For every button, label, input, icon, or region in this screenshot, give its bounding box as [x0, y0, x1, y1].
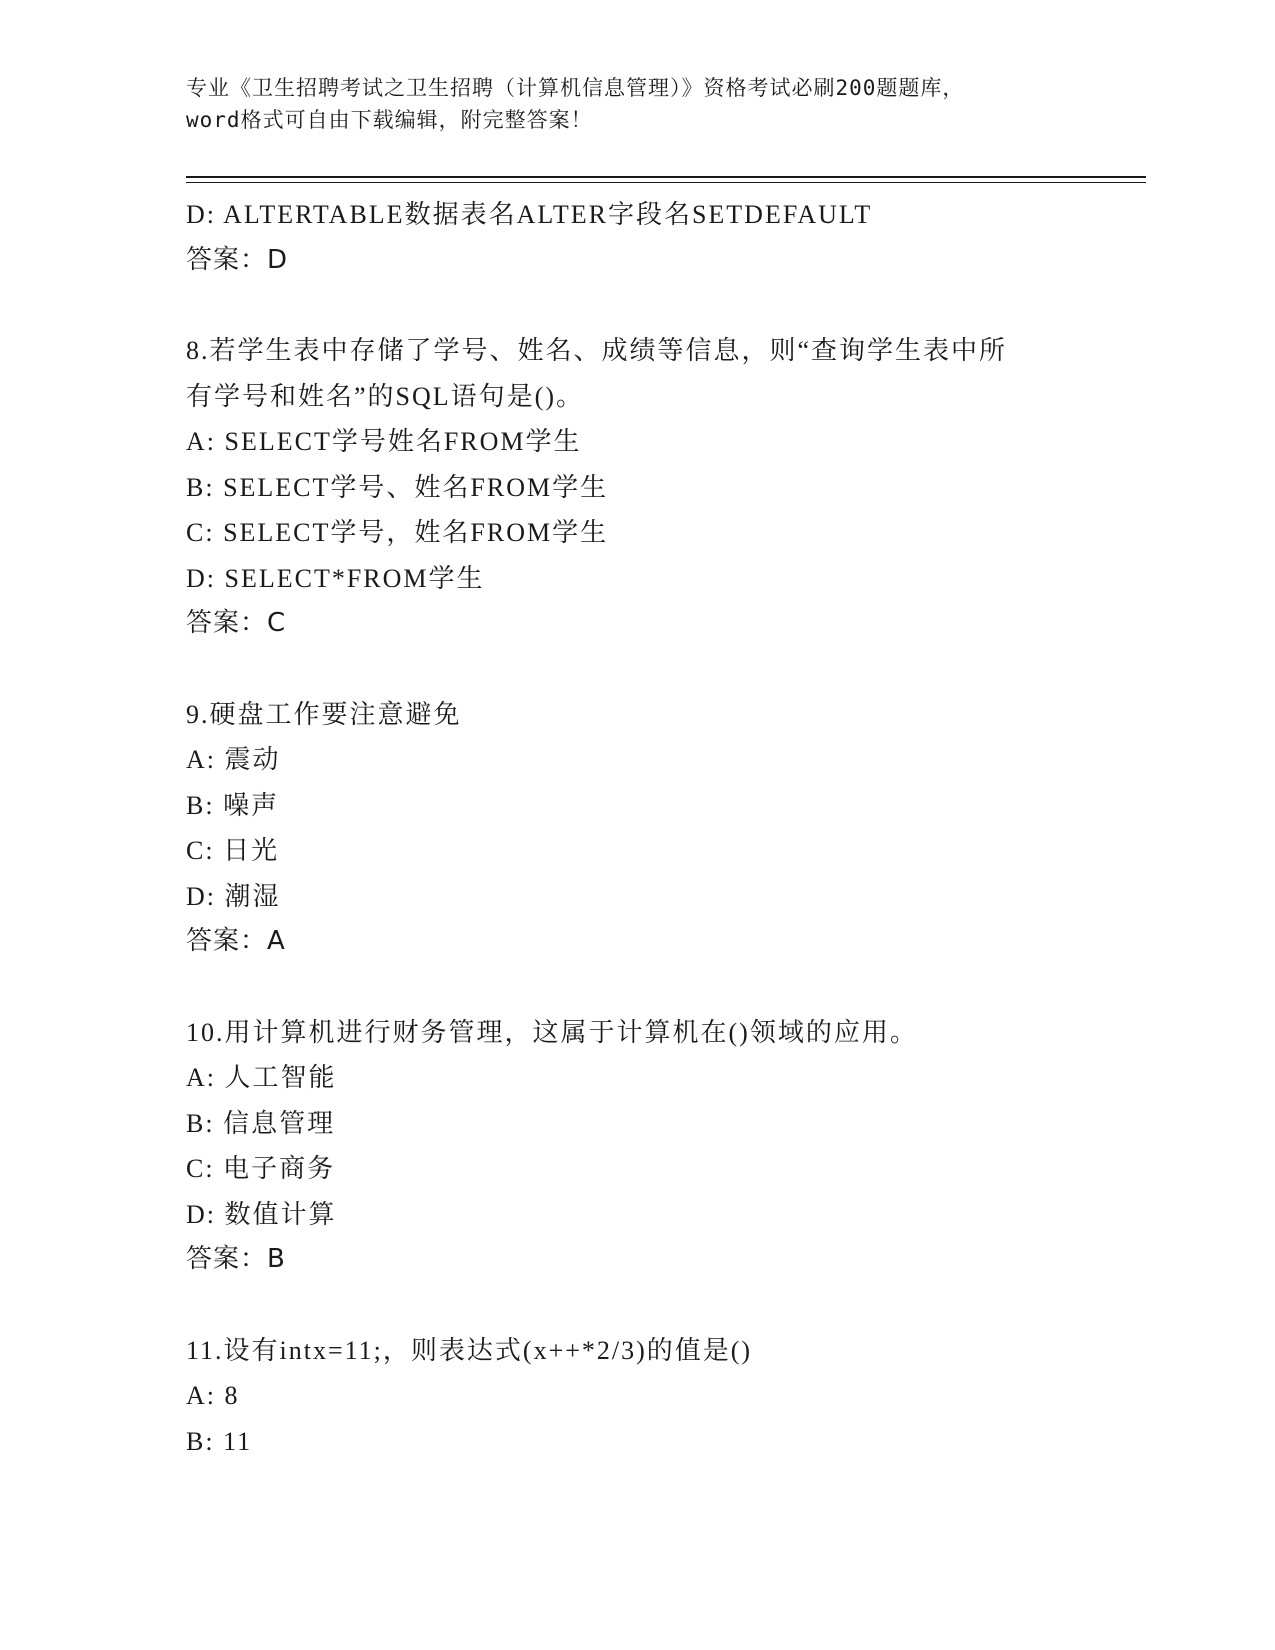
option-a: A: 震动 — [186, 745, 281, 774]
option-b: B: SELECT学号、姓名FROM学生 — [186, 472, 609, 502]
question-block-11 — [186, 1328, 1146, 1465]
option-b: B: 噪声 — [186, 790, 280, 820]
option-d: D: 数值计算 — [186, 1199, 337, 1229]
document-header — [186, 72, 1086, 136]
question-stem: 11.设有intx=11;，则表达式(x++*2/3)的值是() — [186, 1335, 753, 1365]
option-d: D: 潮湿 — [186, 881, 281, 911]
answer-line: 答案：B — [186, 1244, 286, 1274]
option-b: B: 信息管理 — [186, 1108, 336, 1138]
question-block-prev — [186, 192, 1146, 283]
answer-line: 答案：D — [186, 244, 289, 275]
question-list — [186, 192, 1146, 1464]
question-stem: 8.若学生表中存储了学号、姓名、成绩等信息，则“查询学生表中所 — [186, 336, 1008, 365]
question-block-9 — [186, 692, 1146, 965]
option-c: C: SELECT学号，姓名FROM学生 — [186, 518, 609, 547]
header-divider-thin — [186, 182, 1146, 183]
question-block-10 — [186, 1010, 1146, 1283]
option-a: A: 8 — [186, 1381, 240, 1410]
option-c: C: 电子商务 — [186, 1154, 336, 1183]
option-d: D: SELECT*FROM学生 — [186, 563, 485, 593]
answer-line: 答案：C — [186, 608, 287, 638]
answer-line: 答案：A — [186, 926, 286, 956]
question-block-8 — [186, 328, 1146, 647]
header-line-2: word格式可自由下载编辑，附完整答案！ — [186, 108, 593, 132]
question-stem-continued: 有学号和姓名”的SQL语句是()。 — [186, 381, 584, 411]
option-b: B: 11 — [186, 1426, 253, 1456]
header-divider-thick — [186, 176, 1146, 178]
option-d: D: ALTERTABLE数据表名ALTER字段名SETDEFAULT — [186, 200, 873, 229]
option-c: C: 日光 — [186, 836, 280, 865]
header-line-1: 专业《卫生招聘考试之卫生招聘（计算机信息管理）》资格考试必刷200题题库， — [186, 76, 965, 100]
option-a: A: SELECT学号姓名FROM学生 — [186, 427, 582, 456]
question-stem: 9.硬盘工作要注意避免 — [186, 699, 462, 729]
question-stem: 10.用计算机进行财务管理，这属于计算机在()领域的应用。 — [186, 1017, 918, 1047]
option-a: A: 人工智能 — [186, 1063, 337, 1092]
